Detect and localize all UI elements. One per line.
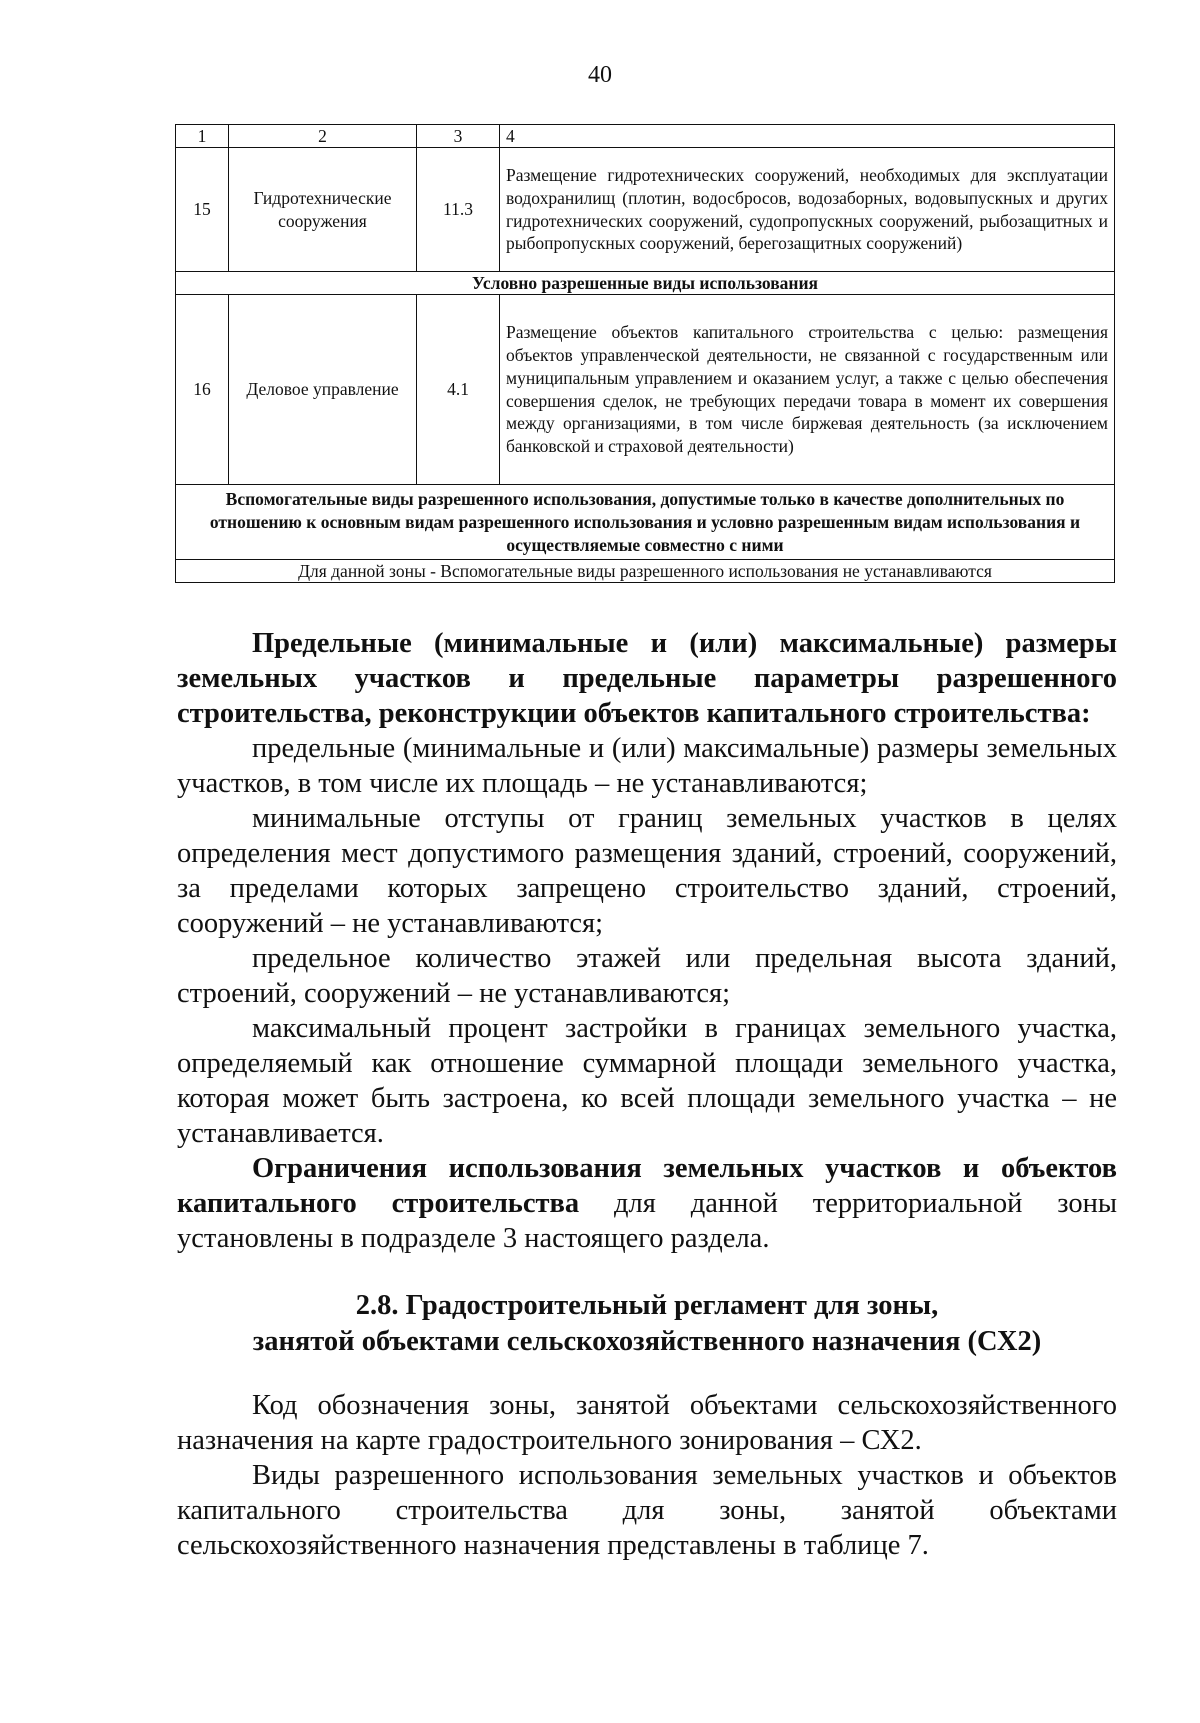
- section-heading-line-2: занятой объектами сельскохозяйственного назначения (СХ2): [252, 1326, 1042, 1357]
- table-row: [176, 148, 1115, 272]
- auxiliary-uses-title: Вспомогательные виды разрешенного использования, допустимые только в качестве дополнительных по отношению к основным видам разрешенного использования и условно разрешенным видам использования и осуществляемые совместно с ними: [176, 485, 1115, 560]
- paragraph-restrictions: [177, 1151, 1117, 1256]
- restrictions-bold: Ограничения использования земельных участков и объектов капитального строительства: [177, 1153, 1117, 1219]
- use-type-name: Гидротехнические сооружения: [229, 148, 417, 272]
- header-col-2: 2: [229, 125, 417, 148]
- row-number: 15: [176, 148, 229, 272]
- conditional-uses-title: Условно разрешенные виды использования: [176, 272, 1115, 295]
- use-type-name: Деловое управление: [229, 295, 417, 485]
- header-col-3: 3: [417, 125, 500, 148]
- auxiliary-uses-title-row: [176, 485, 1115, 560]
- limits-heading-text: Предельные (минимальные и (или) максимальные) размеры земельных участков и предельные параметры разрешенного строительства, реконструкции объектов капитального строительства:: [177, 628, 1117, 729]
- use-type-description: Размещение объектов капитального строительства с целью: размещения объектов управленческой деятельности, не связанной с государственным или муниципальным управлением и оказанием услуг, а также с целью обеспечения совершения сделок, не требующих передачи товара в момент их совершения между организациями, в том числе биржевая деятельность (за исключением банковской и страховой деятельности): [500, 295, 1115, 485]
- header-col-4: 4: [500, 125, 1115, 148]
- use-type-code: 4.1: [417, 295, 500, 485]
- paragraph-setbacks: минимальные отступы от границ земельных участков в целях определения мест допустимого размещения зданий, строений, сооружений, за пределами которых запрещено строительство зданий, строений, сооружений – не устанавливаются;: [177, 803, 1117, 939]
- restrictions-rest: для данной территориальной зоны установлены в подразделе 3 настоящего раздела.: [177, 1188, 1117, 1254]
- limits-heading: [177, 626, 1117, 731]
- land-use-table: [175, 124, 1115, 583]
- page-number: 40: [588, 62, 612, 88]
- paragraph-table-reference: Виды разрешенного использования земельных участков и объектов капитального строительства для зоны, занятой объектами сельскохозяйственного назначения представлены в таблице 7.: [177, 1460, 1117, 1561]
- table-header-row: [176, 125, 1115, 148]
- use-type-description: Размещение гидротехнических сооружений, необходимых для эксплуатации водохранилищ (плотин, водосбросов, водозаборных, водовыпускных и других гидротехнических сооружений, судопропускных сооружений, рыбозащитных и рыбопропускных сооружений, берегозащитных сооружений): [500, 148, 1115, 272]
- table-row: [176, 295, 1115, 485]
- use-type-code: 11.3: [417, 148, 500, 272]
- conditional-uses-title-row: [176, 272, 1115, 295]
- regulation-body: [177, 626, 1117, 1563]
- paragraph-zone-code: Код обозначения зоны, занятой объектами сельскохозяйственного назначения на карте градостроительного зонирования – СХ2.: [177, 1390, 1117, 1456]
- paragraph-floors: предельное количество этажей или предельная высота зданий, строений, сооружений – не устанавливаются;: [177, 943, 1117, 1009]
- section-heading-line-1: 2.8. Градостроительный регламент для зоны,: [355, 1290, 939, 1321]
- auxiliary-uses-note-row: [176, 560, 1115, 583]
- row-number: 16: [176, 295, 229, 485]
- auxiliary-uses-note: Для данной зоны - Вспомогательные виды разрешенного использования не устанавливаются: [176, 560, 1115, 583]
- header-col-1: 1: [176, 125, 229, 148]
- paragraph-coverage: максимальный процент застройки в границах земельного участка, определяемый как отношение суммарной площади земельного участка, которая может быть застроена, ко всей площади земельного участка – не устанавливается.: [177, 1013, 1117, 1149]
- section-heading: [177, 1288, 1117, 1360]
- paragraph-plot-sizes: предельные (минимальные и (или) максимальные) размеры земельных участков, в том числе их площадь – не устанавливаются;: [177, 733, 1117, 799]
